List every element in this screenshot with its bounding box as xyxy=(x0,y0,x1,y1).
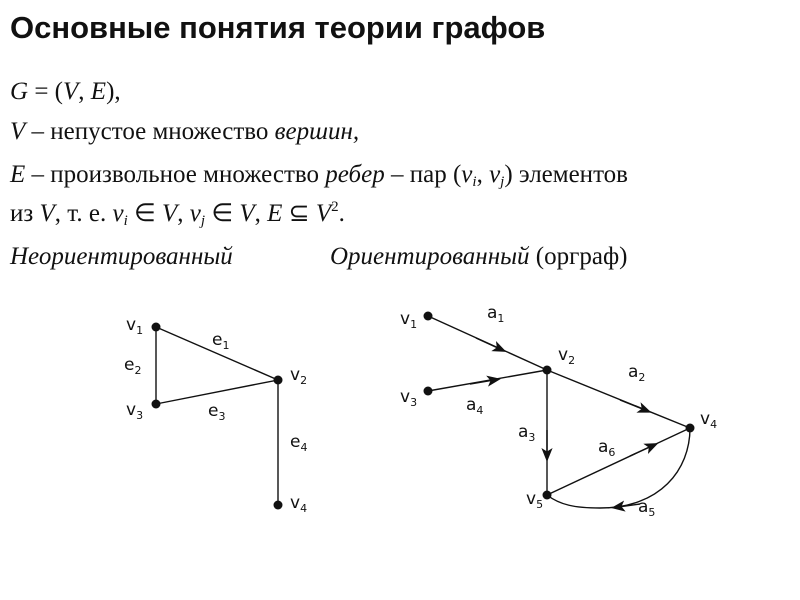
arrowhead-a2 xyxy=(620,400,645,410)
label-v3: $v_3$ xyxy=(126,400,144,422)
directed-labels xyxy=(400,303,717,519)
label-d-v2: $v_2$ xyxy=(558,345,576,367)
arrowhead-a1 xyxy=(476,338,500,349)
slide-title: Основные понятия теории графов xyxy=(10,10,546,45)
label-v1: $v_1$ xyxy=(126,315,144,337)
label-e3: $e_3$ xyxy=(208,401,226,423)
definition-g: G = (V, E), xyxy=(10,78,121,105)
label-a5: $a_5$ xyxy=(638,497,656,519)
label-d-v3: $v_3$ xyxy=(400,387,418,409)
label-e1: $e_1$ xyxy=(212,330,230,352)
label-d-v1: $v_1$ xyxy=(400,309,418,331)
vertex-v3 xyxy=(152,400,161,409)
arrowhead-a4 xyxy=(470,380,494,384)
vertex-d-v5 xyxy=(543,491,552,500)
label-a1: $a_1$ xyxy=(487,303,505,325)
label-v2: $v_2$ xyxy=(290,365,308,387)
arc-a5 xyxy=(547,428,690,508)
vertex-v2 xyxy=(274,376,283,385)
label-e2: $e_2$ xyxy=(124,355,142,377)
vertex-v4 xyxy=(274,501,283,510)
label-d-v4: $v_4$ xyxy=(700,409,718,431)
label-a2: $a_2$ xyxy=(628,362,646,384)
definition-edges-cont: из V, т. е. $v_i$ ∈ V, $v_j$ ∈ V, E ⊆ $V^2$. xyxy=(10,199,345,229)
vertex-d-v1 xyxy=(424,312,433,321)
vertex-d-v2 xyxy=(543,366,552,375)
directed-heading: Ориентированный (орграф) xyxy=(330,243,628,270)
label-a3: $a_3$ xyxy=(518,422,536,444)
label-a6: $a_6$ xyxy=(598,437,616,459)
arc-a2 xyxy=(547,370,690,428)
undirected-heading: Неориентированный xyxy=(10,243,233,270)
arrowhead-a6 xyxy=(630,446,652,456)
definition-vertices: V – непустое множество вершин, xyxy=(10,118,360,145)
label-v4: $v_4$ xyxy=(290,493,308,515)
arc-a6 xyxy=(547,428,690,495)
label-a4: $a_4$ xyxy=(466,395,484,417)
label-e4: $e_4$ xyxy=(290,432,308,454)
definition-edges: E – произвольное множество ребер – пар ($v_i$, $v_j$) элементов xyxy=(10,161,628,190)
vertex-d-v3 xyxy=(424,387,433,396)
vertex-v1 xyxy=(152,323,161,332)
vertex-d-v4 xyxy=(686,424,695,433)
undirected-labels xyxy=(124,315,307,515)
label-d-v5: $v_5$ xyxy=(526,489,544,511)
